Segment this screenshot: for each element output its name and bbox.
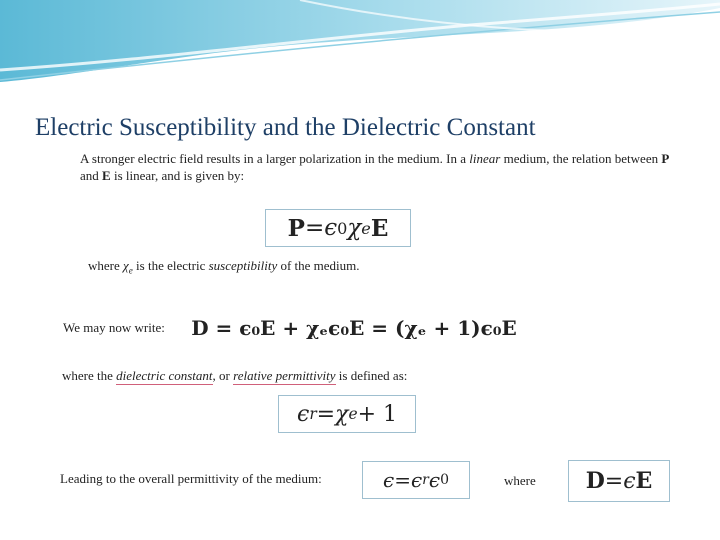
equation-permittivity: ϵ = ϵ r ϵ 0	[362, 461, 470, 499]
page-title: Electric Susceptibility and the Dielectric Constant	[35, 114, 536, 141]
intro-paragraph: A stronger electric field results in a larger polarization in the medium. In a linear medium, the relation between P and E is linear, and is given by:	[80, 151, 670, 183]
equation-constitutive: D = ϵ E	[568, 460, 670, 502]
leading-label: Leading to the overall permittivity of the medium:	[60, 471, 322, 486]
header-banner	[0, 0, 720, 90]
susceptibility-definition: where $\chi_e$ is the electric susceptibility of the medium.	[88, 258, 360, 276]
dielectric-definition: where the dielectric constant, or relative permittivity is defined as:	[62, 368, 408, 383]
we-may-write-label: We may now write:	[63, 320, 165, 335]
equation-polarization: P = ϵ 0 χ e E	[265, 209, 411, 247]
equation-displacement: D = ϵ₀E + χₑϵ₀E = (χₑ + 1)ϵ₀E	[188, 312, 520, 344]
equation-relative-permittivity: ϵ r = χ e + 1	[278, 395, 416, 433]
where-label: where	[504, 473, 536, 488]
